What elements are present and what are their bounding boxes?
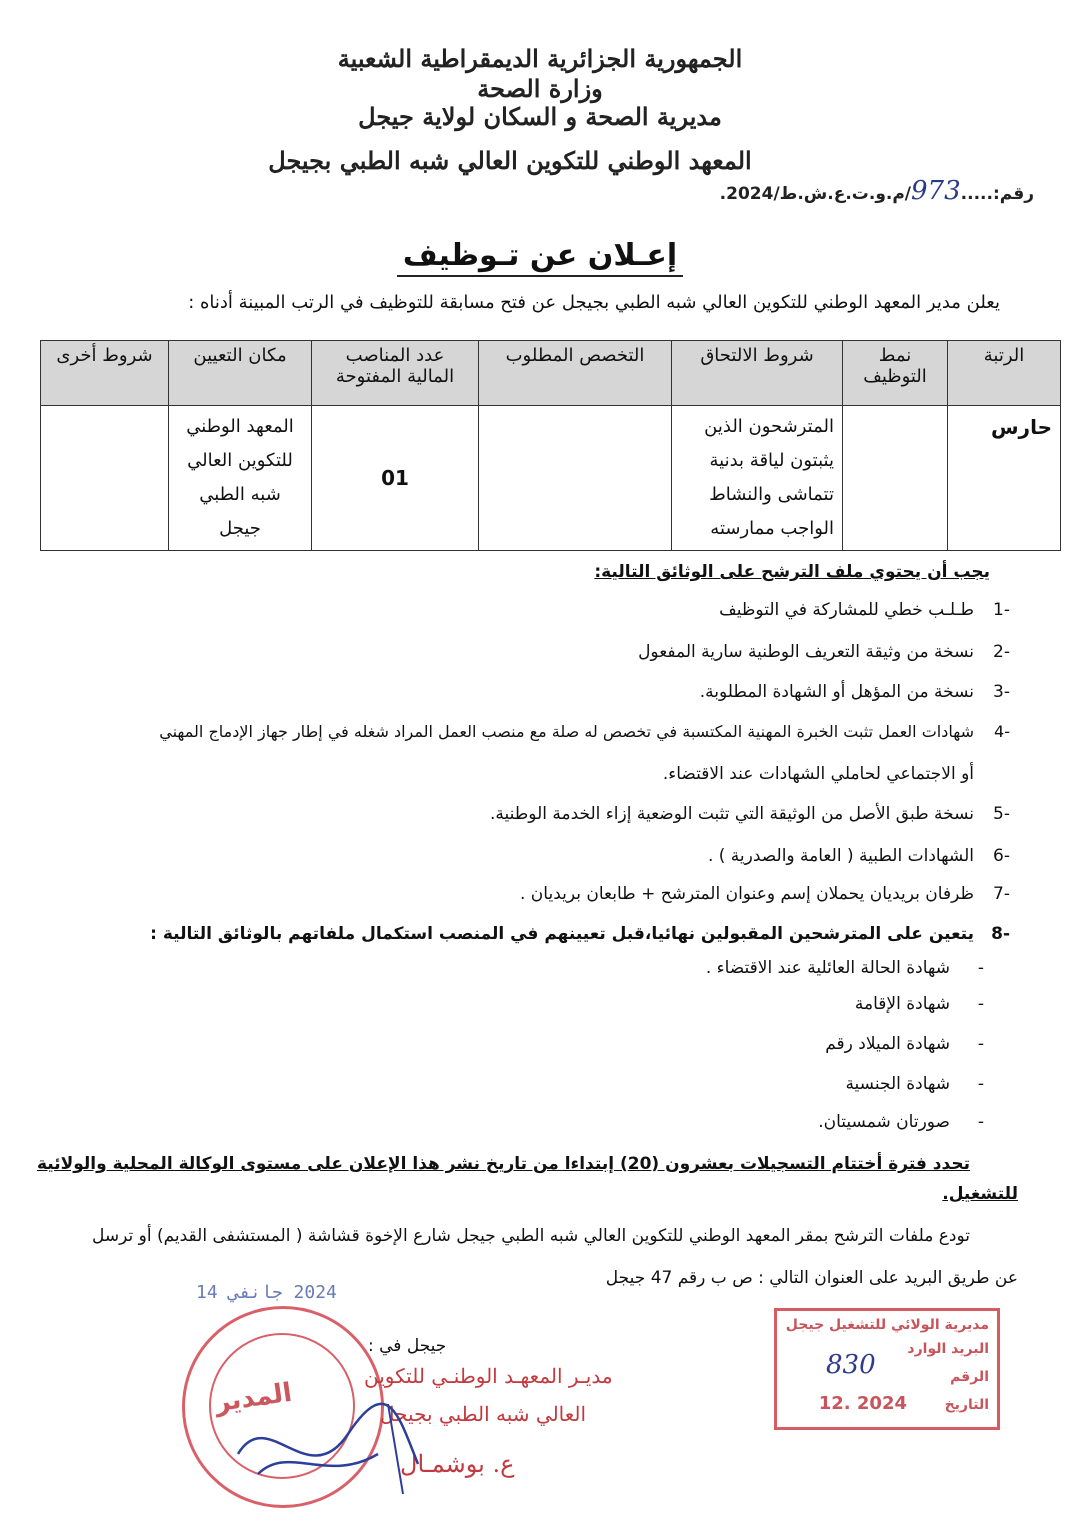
th-mode: نمط التوظيف xyxy=(843,341,948,406)
cell-specialty xyxy=(479,406,672,551)
reference-number xyxy=(720,176,1034,206)
table-header-row xyxy=(41,341,1061,406)
agency-stamp-date: 2024 .12 xyxy=(818,1393,907,1414)
reference-handwritten: 973 xyxy=(911,176,961,206)
signature-place: جيجل في : xyxy=(368,1336,447,1356)
signer-name: ع. بوشمـال xyxy=(400,1450,515,1478)
header-republic: الجمهورية الجزائرية الديمقراطية الشعبية xyxy=(337,44,743,73)
list-item: -6الشهادات الطبية ( العامة والصدرية ) . xyxy=(707,846,1010,866)
closing-line-2: للتشغيل. xyxy=(942,1184,1018,1204)
sub-list-item: - شهادة الميلاد رقم xyxy=(825,1034,984,1054)
closing-line-1: تحدد فترة أختتام التسجيلات بعشرون (20) إبتداءا من تاريخ نشر هذا الإعلان على مستوى الوكالة المحلية والولائية xyxy=(36,1154,970,1174)
announcement-title: إعـلان عن تـوظيف xyxy=(0,238,1080,273)
cell-mode xyxy=(843,406,948,551)
list-item: -2نسخة من وثيقة التعريف الوطنية سارية المفعول xyxy=(638,642,1010,662)
th-grade: الرتبة xyxy=(948,341,1061,406)
agency-stamp xyxy=(774,1308,1000,1430)
deposit-line-2: عن طريق البريد على العنوان التالي : ص ب رقم 47 جيجل xyxy=(605,1268,1018,1288)
th-conditions: شروط الالتحاق xyxy=(672,341,843,406)
jobs-table xyxy=(40,340,1061,551)
header-directorate: مديرية الصحة و السكان لولاية جيجل xyxy=(358,102,722,131)
sub-list-item: - شهادة الحالة العائلية عند الاقتضاء . xyxy=(705,958,984,978)
sub-list-item: - صورتان شمسيتان. xyxy=(818,1112,984,1132)
table-row xyxy=(41,406,1061,551)
documents-heading: يجب أن يحتوي ملف الترشح على الوثائق التالية: xyxy=(594,562,990,582)
th-place: مكان التعيين xyxy=(169,341,312,406)
stamp-director-text: المدير xyxy=(213,1377,294,1419)
signer-role-line-1: مديـر المعهـد الوطنـي للتكوين xyxy=(364,1364,613,1388)
reference-suffix: /م.و.ت.ع.ش.ط/2024. xyxy=(719,184,912,204)
cell-conditions: المترشحون الذين يثبتون لياقة بدنية تتماشى والنشاط الواجب ممارسته xyxy=(672,406,843,551)
sub-list-item: - شهادة الجنسية xyxy=(845,1074,984,1094)
sub-list-item: - شهادة الإقامة xyxy=(854,994,984,1014)
list-item: -3نسخة من المؤهل أو الشهادة المطلوبة. xyxy=(699,682,1010,702)
list-item: -1طـلـب خطي للمشاركة في التوظيف xyxy=(719,600,1010,620)
signature-scribble xyxy=(228,1384,428,1504)
list-item: -5نسخة طبق الأصل من الوثيقة التي تثبت الوضعية إزاء الخدمة الوطنية. xyxy=(489,804,1010,824)
agency-handwritten-number: 830 xyxy=(826,1350,876,1380)
cell-positions: 01 xyxy=(312,406,479,551)
list-item-continuation: أو الاجتماعي لحاملي الشهادات عند الاقتضاء. xyxy=(662,764,974,784)
reference-prefix: رقم:..... xyxy=(960,184,1034,204)
date-stamp: 2024 جانفي 14 xyxy=(196,1282,337,1303)
list-item: -4شهادات العمل تثبت الخبرة المهنية المكتسبة في تخصص له صلة مع منصب العمل المراد شغله في إطار جهاز الإدماج المهني xyxy=(159,722,1010,741)
deposit-line-1: تودع ملفات الترشح بمقر المعهد الوطني للتكوين العالي شبه الطبي جيجل شارع الإخوة قشاشة ( المستشفى القديم) أو ترسل xyxy=(91,1226,970,1246)
signer-role-line-2: العالي شبه الطبي بجيجل xyxy=(380,1402,587,1426)
agency-stamp-line-3: الرقم xyxy=(950,1369,989,1385)
list-item: -7ظرفان بريديان يحملان إسم وعنوان المترشح + طابعان بريديان . xyxy=(520,884,1010,904)
th-other: شروط أخرى xyxy=(41,341,169,406)
intro-text: يعلن مدير المعهد الوطني للتكوين العالي شبه الطبي بجيجل عن فتح مسابقة للتوظيف في الرتب المبينة أدناه : xyxy=(188,292,1000,313)
header-ministry: وزارة الصحة xyxy=(477,74,603,103)
cell-place: المعهد الوطني للتكوين العالي شبه الطبي جيجل xyxy=(169,406,312,551)
cell-grade: حارس xyxy=(948,406,1061,551)
agency-stamp-line-2: البريد الوارد xyxy=(907,1341,989,1357)
agency-stamp-line-1: مديرية الولائي للتشغيل جيجل xyxy=(785,1317,989,1333)
cell-other xyxy=(41,406,169,551)
th-positions: عدد المناصب المالية المفتوحة xyxy=(312,341,479,406)
th-specialty: التخصص المطلوب xyxy=(479,341,672,406)
agency-stamp-line-4: التاريخ xyxy=(944,1397,989,1413)
header-institute: المعهد الوطني للتكوين العالي شبه الطبي بجيجل xyxy=(268,146,752,175)
list-item: -8يتعين على المترشحين المقبولين نهائيا،قبل تعيينهم في المنصب استكمال ملفاتهم بالوثائق التالية : xyxy=(150,924,1010,944)
